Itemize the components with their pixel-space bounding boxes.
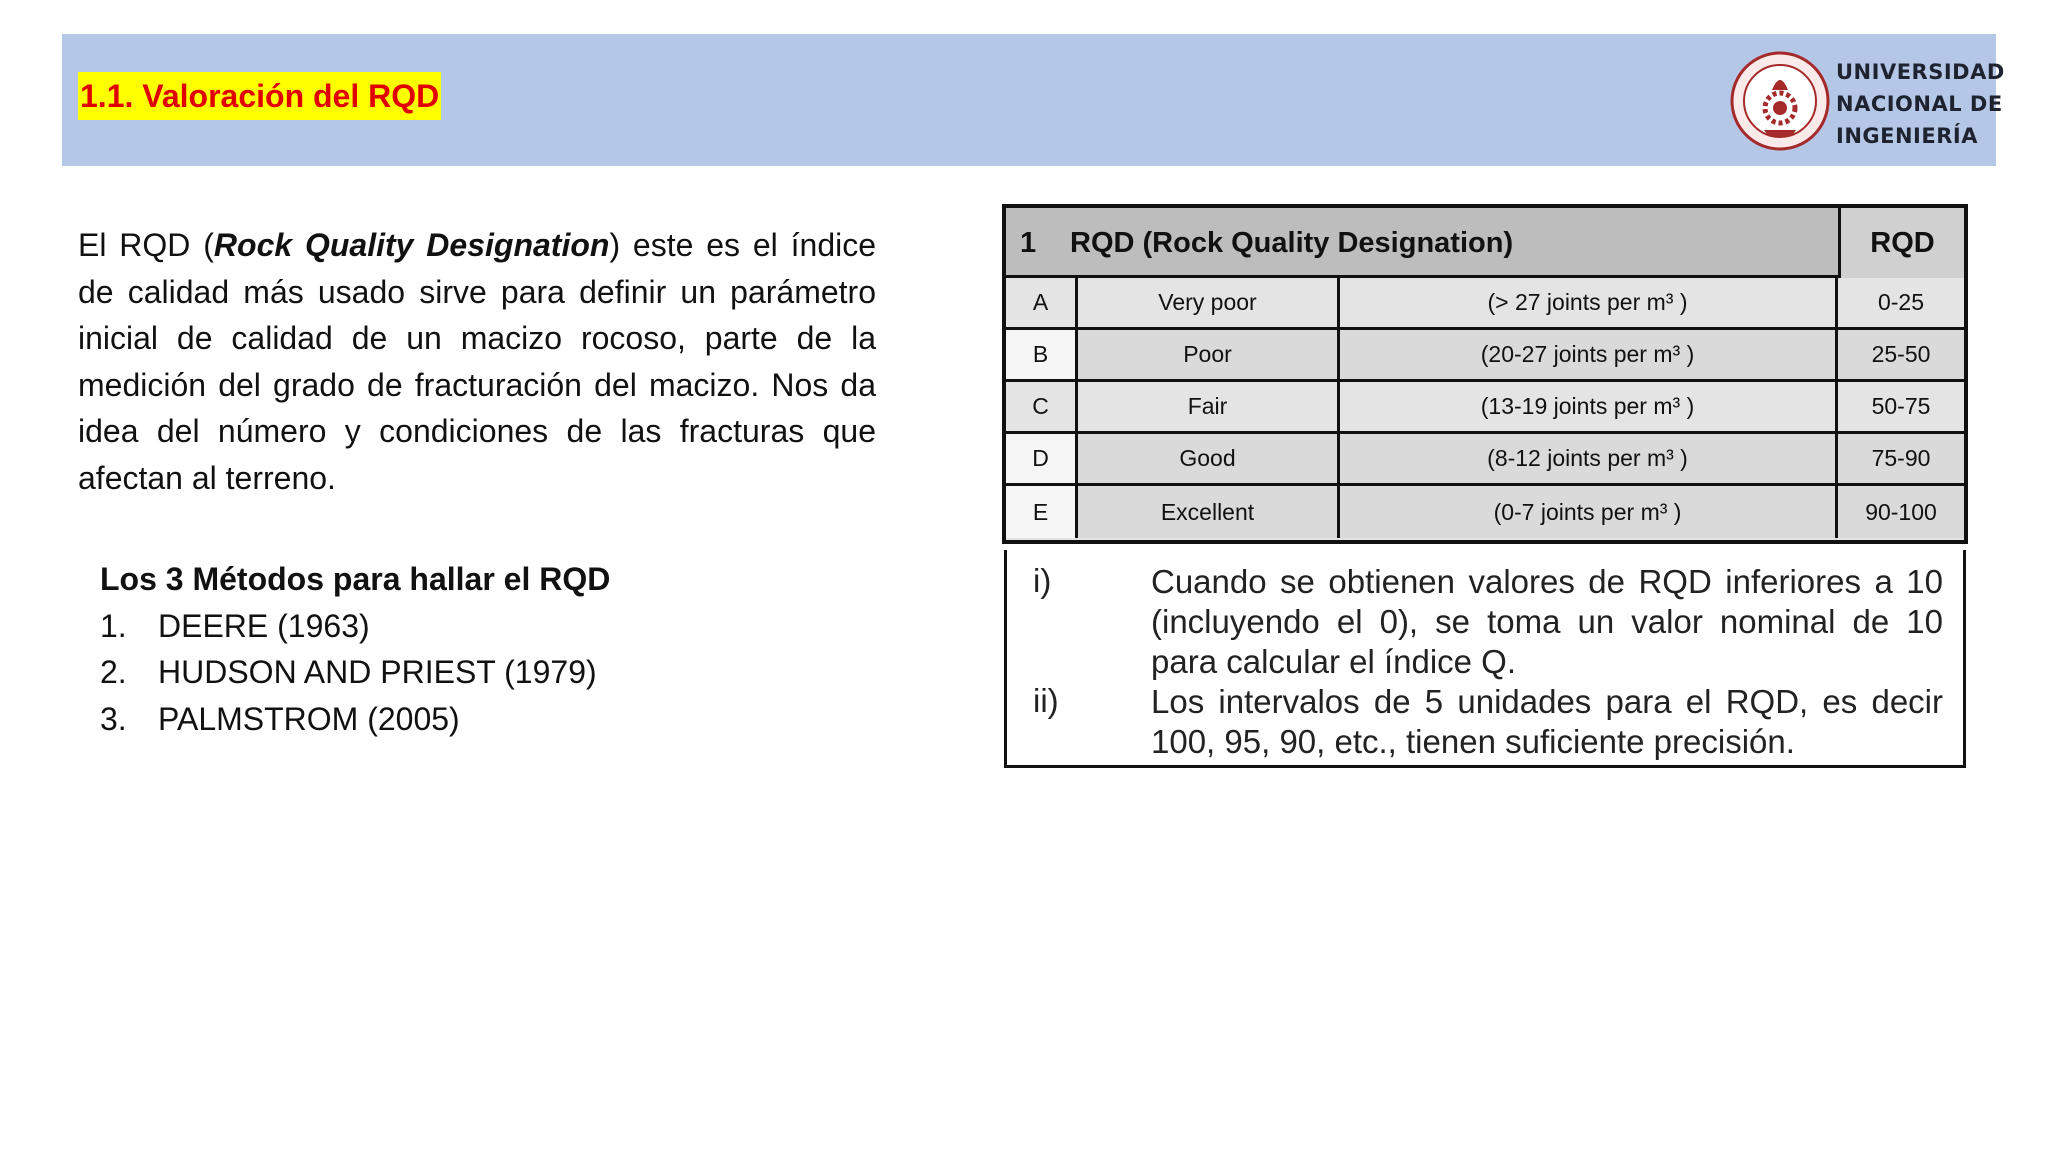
university-name-line-3: INGENIERÍA (1836, 124, 1978, 148)
quality-cell: Excellent (1078, 486, 1340, 538)
note-text: Cuando se obtienen valores de RQD inferiores a 10 (incluyendo el 0), se toma un valor nominal de 10 para calcular el índice Q. (1151, 563, 1943, 680)
quality-cell: Very poor (1078, 278, 1340, 327)
university-seal-icon (1728, 40, 1832, 162)
list-item (100, 649, 800, 696)
quality-cell: Poor (1078, 330, 1340, 379)
university-name-line-1: UNIVERSIDAD (1836, 60, 2005, 84)
table-header-title: RQD (Rock Quality Designation) (1070, 227, 1514, 259)
joints-cell: (20-27 joints per m³ ) (1340, 330, 1838, 379)
joints-cell: (13-19 joints per m³ ) (1340, 382, 1838, 431)
intro-term: Rock Quality Designation (213, 227, 610, 263)
note-number: ii) (1033, 682, 1059, 719)
class-cell: A (1006, 278, 1078, 327)
rqd-cell: 0-25 (1877, 289, 1925, 315)
methods-list (100, 556, 800, 742)
joints-cell: (0-7 joints per m³ ) (1340, 486, 1838, 538)
list-label: PALMSTROM (2005) (158, 700, 460, 737)
table-row (1006, 278, 1964, 330)
list-item (100, 603, 800, 650)
joints-cell: (8-12 joints per m³ ) (1340, 434, 1838, 483)
rqd-table (1002, 204, 1968, 544)
table-row (1006, 434, 1964, 486)
rqd-cell: 50-75 (1871, 393, 1931, 419)
intro-paragraph (78, 222, 876, 501)
note-item (1033, 682, 1943, 762)
list-number: 3. (100, 700, 127, 737)
note-text: Los intervalos de 5 unidades para el RQD, es decir 100, 95, 90, etc., tienen suficiente precisión. (1151, 683, 1943, 760)
table-row (1006, 486, 1964, 538)
methods-heading: Los 3 Métodos para hallar el RQD (100, 561, 611, 597)
list-item (100, 696, 800, 743)
university-logo (1728, 40, 2005, 162)
slide-title: 1.1. Valoración del RQD (78, 72, 441, 120)
list-label: HUDSON AND PRIEST (1979) (158, 654, 597, 690)
table-header (1006, 208, 1964, 278)
list-label: DEERE (1963) (158, 607, 370, 644)
note-item (1033, 562, 1943, 682)
university-name (1836, 56, 2005, 152)
notes-box (1004, 550, 1966, 768)
table-row (1006, 382, 1964, 434)
note-number: i) (1033, 562, 1052, 599)
table-row (1006, 330, 1964, 382)
rqd-cell: 25-50 (1838, 330, 1964, 379)
rqd-cell: 90-100 (1838, 486, 1964, 538)
quality-cell: Fair (1078, 382, 1340, 431)
intro-text-after: ) este es el índice de calidad más usado sirve para definir un parámetro inicial de calidad de un macizo rocoso, parte de la medición del grado de fracturación del macizo. Nos da idea del número y condiciones de las fracturas que afectan al terreno. (78, 227, 877, 496)
list-number: 2. (100, 654, 127, 690)
table-header-rqd: RQD (1838, 208, 1964, 278)
class-cell: D (1006, 434, 1078, 483)
class-cell: C (1006, 382, 1078, 431)
class-cell: B (1006, 330, 1078, 379)
university-name-line-2: NACIONAL DE (1836, 92, 2003, 116)
class-cell: E (1006, 486, 1078, 538)
table-header-number: 1 (1020, 227, 1037, 259)
quality-cell: Good (1078, 434, 1340, 483)
rqd-cell: 75-90 (1838, 434, 1964, 483)
joints-cell: (> 27 joints per m³ ) (1340, 278, 1838, 327)
list-number: 1. (100, 607, 127, 644)
intro-text-before: El RQD ( (78, 227, 214, 263)
